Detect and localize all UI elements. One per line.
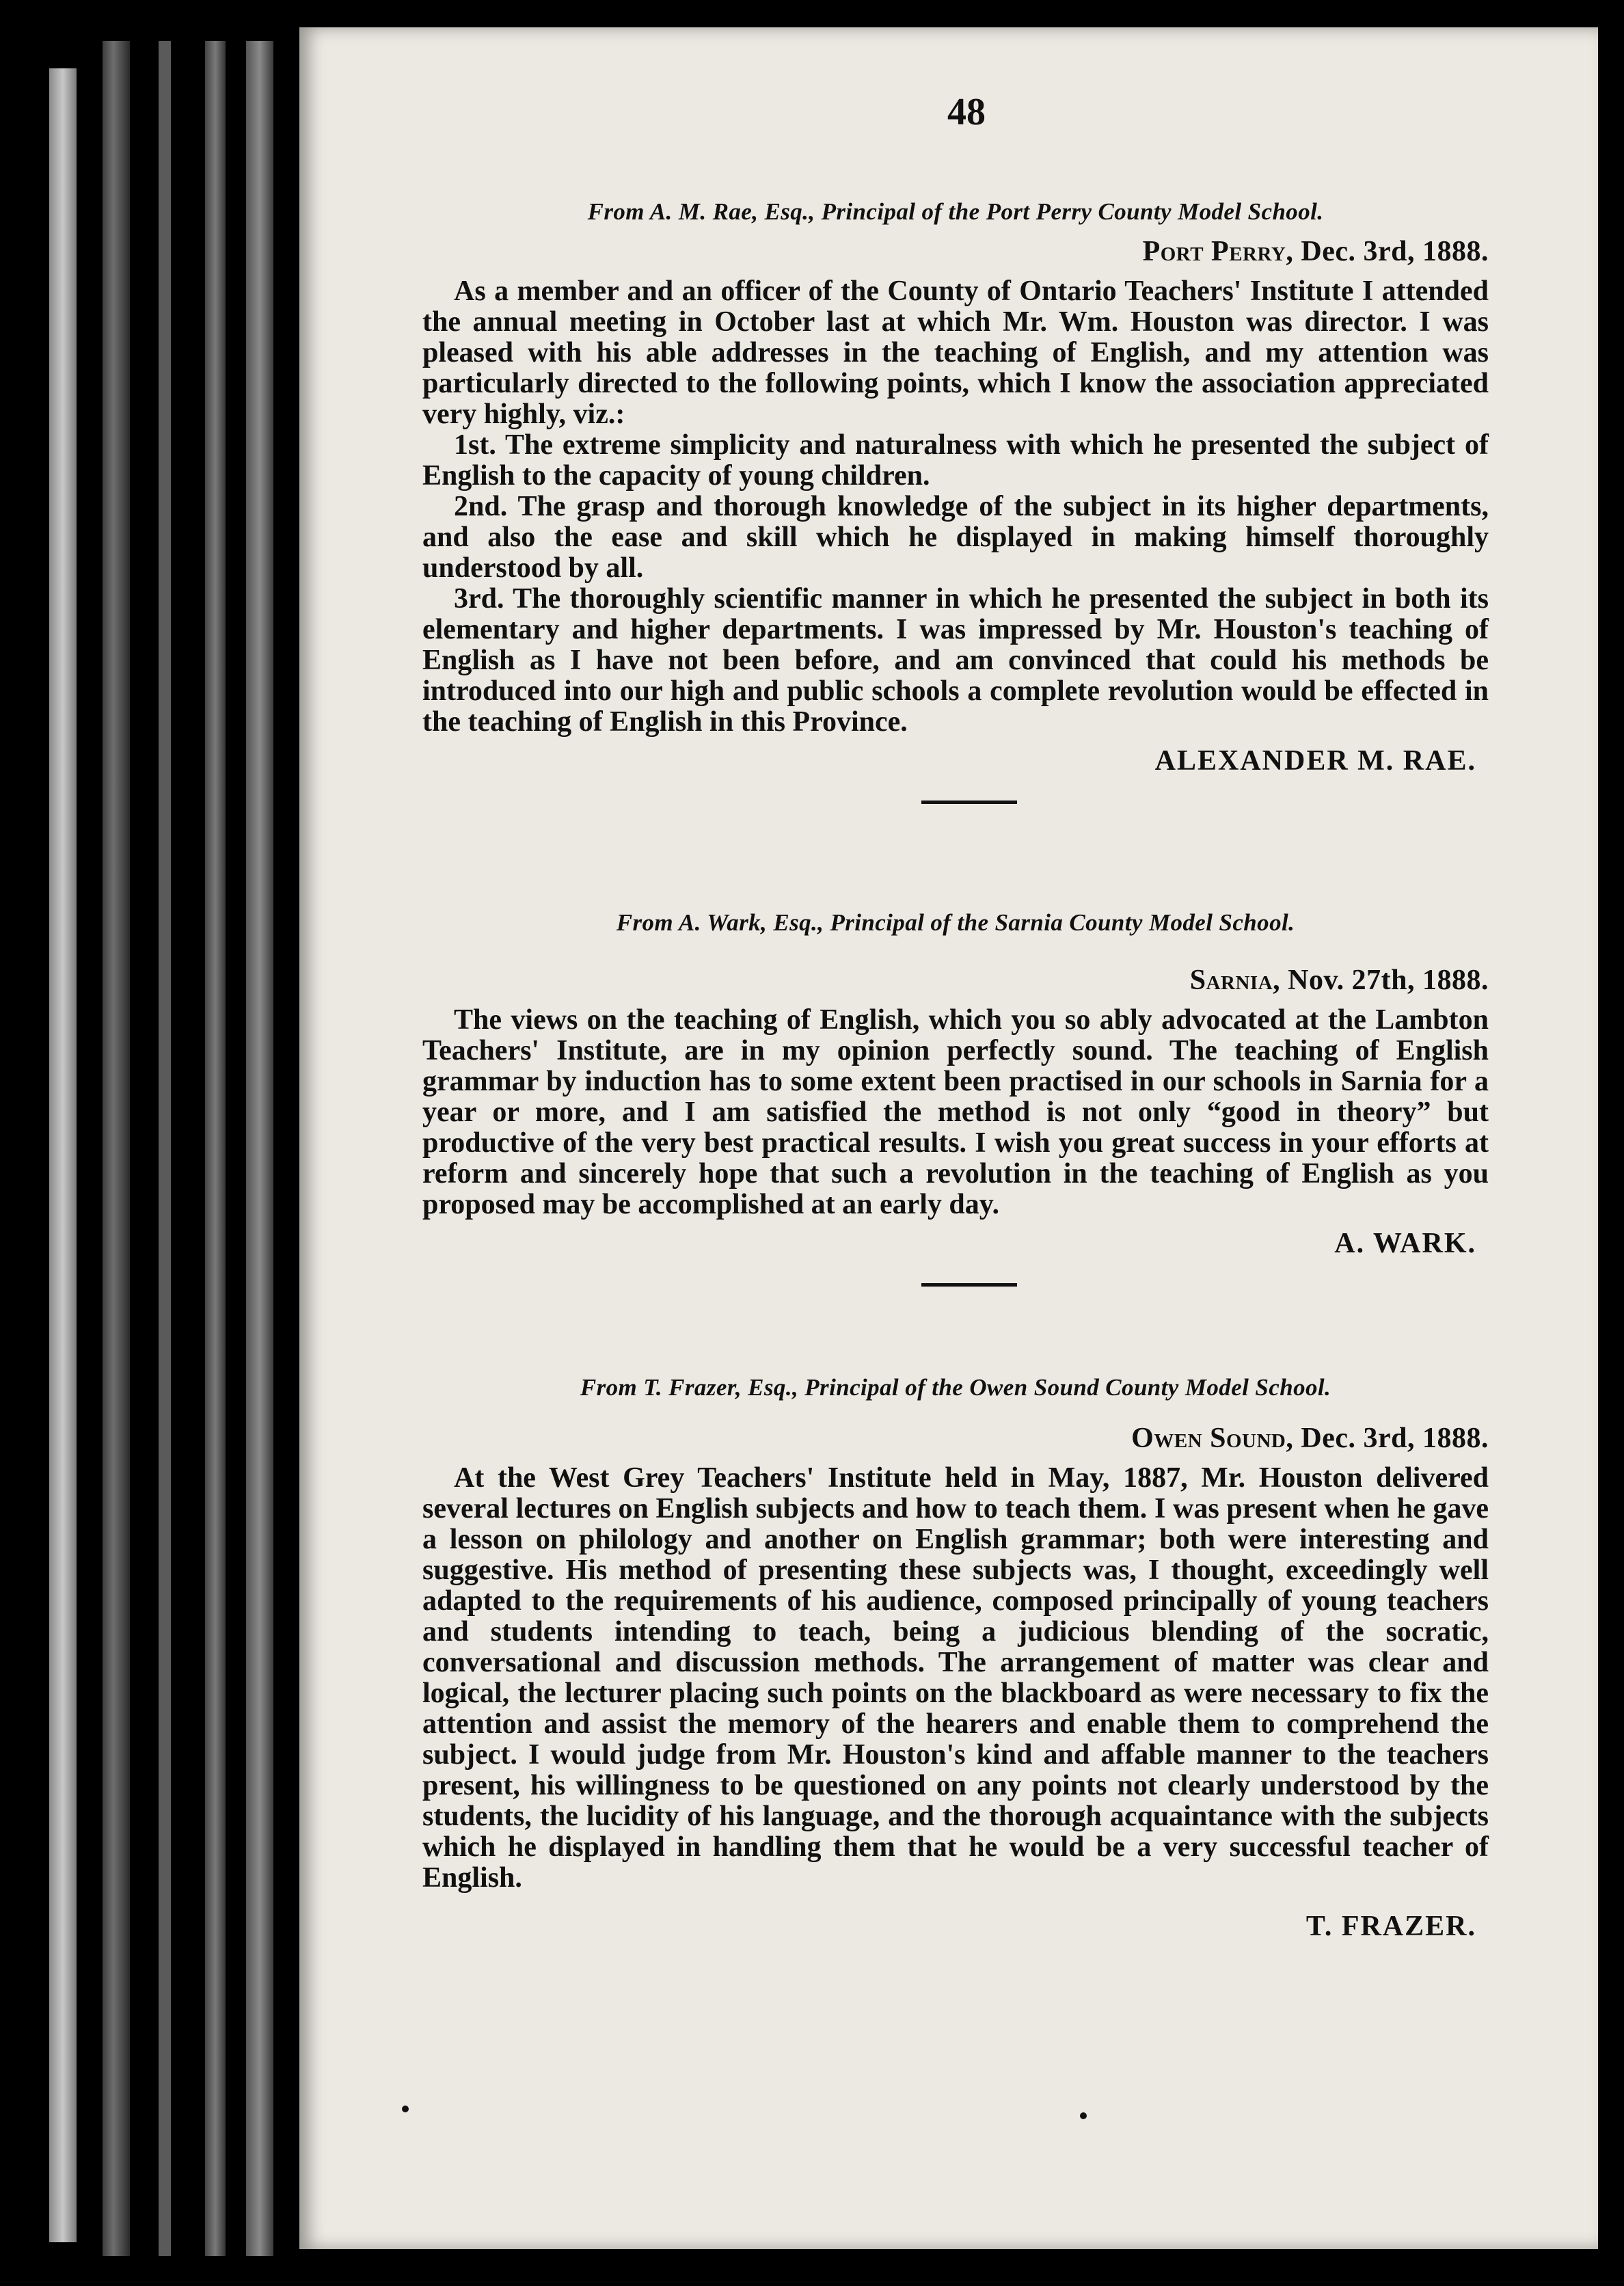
letter-from-line: From A. M. Rae, Esq., Principal of the Port Perry County Model School. xyxy=(587,198,1324,225)
letter-place-date xyxy=(422,235,1489,268)
letter-signature: T. FRAZER. xyxy=(1305,1911,1476,1942)
page-edge xyxy=(246,41,273,2256)
book-page-edges xyxy=(0,0,301,2286)
page-edge xyxy=(205,41,226,2256)
letter-paragraph: 2nd. The grasp and thorough knowledge of the subject in its higher departments, and also the ease and skill which he displayed in making himself thoroughly understood by all. xyxy=(422,491,1489,584)
letter-date: , Dec. 3rd, 1888. xyxy=(1286,1423,1489,1454)
letter-date: , Nov. 27th, 1888. xyxy=(1273,965,1489,996)
letter-from-line: From T. Frazer, Esq., Principal of the Owen Sound County Model School. xyxy=(580,1374,1331,1401)
letter-place: Owen Sound xyxy=(1131,1423,1286,1454)
page-edge xyxy=(49,68,77,2242)
section-divider xyxy=(921,801,1017,804)
letter-paragraph: 3rd. The thoroughly scientific manner in which he presented the subject in both its elementary and higher departments. I was impressed by Mr. Houston's teaching of English as I have not been before, and am convinced that could his methods be introduced into our high and public schools a complete revolution would be effected in the teaching of English in this Province. xyxy=(422,583,1489,738)
print-speck xyxy=(402,2106,409,2112)
section-divider xyxy=(921,1283,1017,1287)
letter-place: Sarnia xyxy=(1189,965,1273,996)
letter-paragraph: As a member and an officer of the County of Ontario Teachers' Institute I attended the annual meeting in October last at which Mr. Wm. Houston was director. I was pleased with his able addresses in the teaching of English, and my attention was particularly directed to the following points, which I know the association appreciated very highly, viz.: xyxy=(422,275,1489,430)
page-number: 48 xyxy=(947,91,986,133)
page-edge xyxy=(103,41,130,2256)
letter-signature: ALEXANDER M. RAE. xyxy=(1154,745,1476,777)
letter-place-date xyxy=(422,964,1489,997)
letter-from-line: From A. Wark, Esq., Principal of the Sarnia County Model School. xyxy=(616,909,1295,936)
letter-frazer xyxy=(422,1374,1489,1943)
letter-paragraph: The views on the teaching of English, which you so ably advocated at the Lambton Teachers' Institute, are in my opinion perfectly sound. The teaching of English grammar by induction has to some extent been practised in our schools in Sarnia for a year or more, and I am satisfied the method is not only “good in theory” but productive of the very best practical results. I wish you great success in your efforts at reform and sincerely hope that such a revolution in the teaching of English as you proposed may be accomplished at an early day. xyxy=(422,1004,1489,1220)
document-page xyxy=(299,27,1598,2249)
letter-paragraph: At the West Grey Teachers' Institute held in May, 1887, Mr. Houston delivered several lectures on English subjects and how to teach them. I was present when he gave a lesson on philology and another on English grammar; both were interesting and suggestive. His method of presenting these subjects was, I thought, exceedingly well adapted to the requirements of his audience, composed principally of young teachers and students intending to teach, being a judicious blending of the socratic, conversational and discussion methods. The arrangement of matter was clear and logical, the lecturer placing such points on the blackboard as were necessary to fix the attention and assist the memory of the hearers and enable them to comprehend the subject. I would judge from Mr. Houston's kind and affable manner to the teachers present, his willingness to be questioned on any points not clearly understood by the students, the lucidity of his language, and the thorough acquaintance with the subjects which he displayed in handling them that he would be a very successful teacher of English. xyxy=(422,1462,1489,1894)
letter-place: Port Perry xyxy=(1142,236,1286,267)
letter-rae xyxy=(422,198,1489,831)
letter-place-date xyxy=(422,1422,1489,1455)
letter-wark xyxy=(422,909,1489,1314)
print-speck xyxy=(1080,2112,1087,2119)
letter-date: , Dec. 3rd, 1888. xyxy=(1286,236,1489,267)
letter-paragraph: 1st. The extreme simplicity and naturalness with which he presented the subject of English to the capacity of young children. xyxy=(422,429,1489,492)
page-edge xyxy=(159,41,171,2256)
letter-signature: A. WARK. xyxy=(1334,1228,1476,1259)
